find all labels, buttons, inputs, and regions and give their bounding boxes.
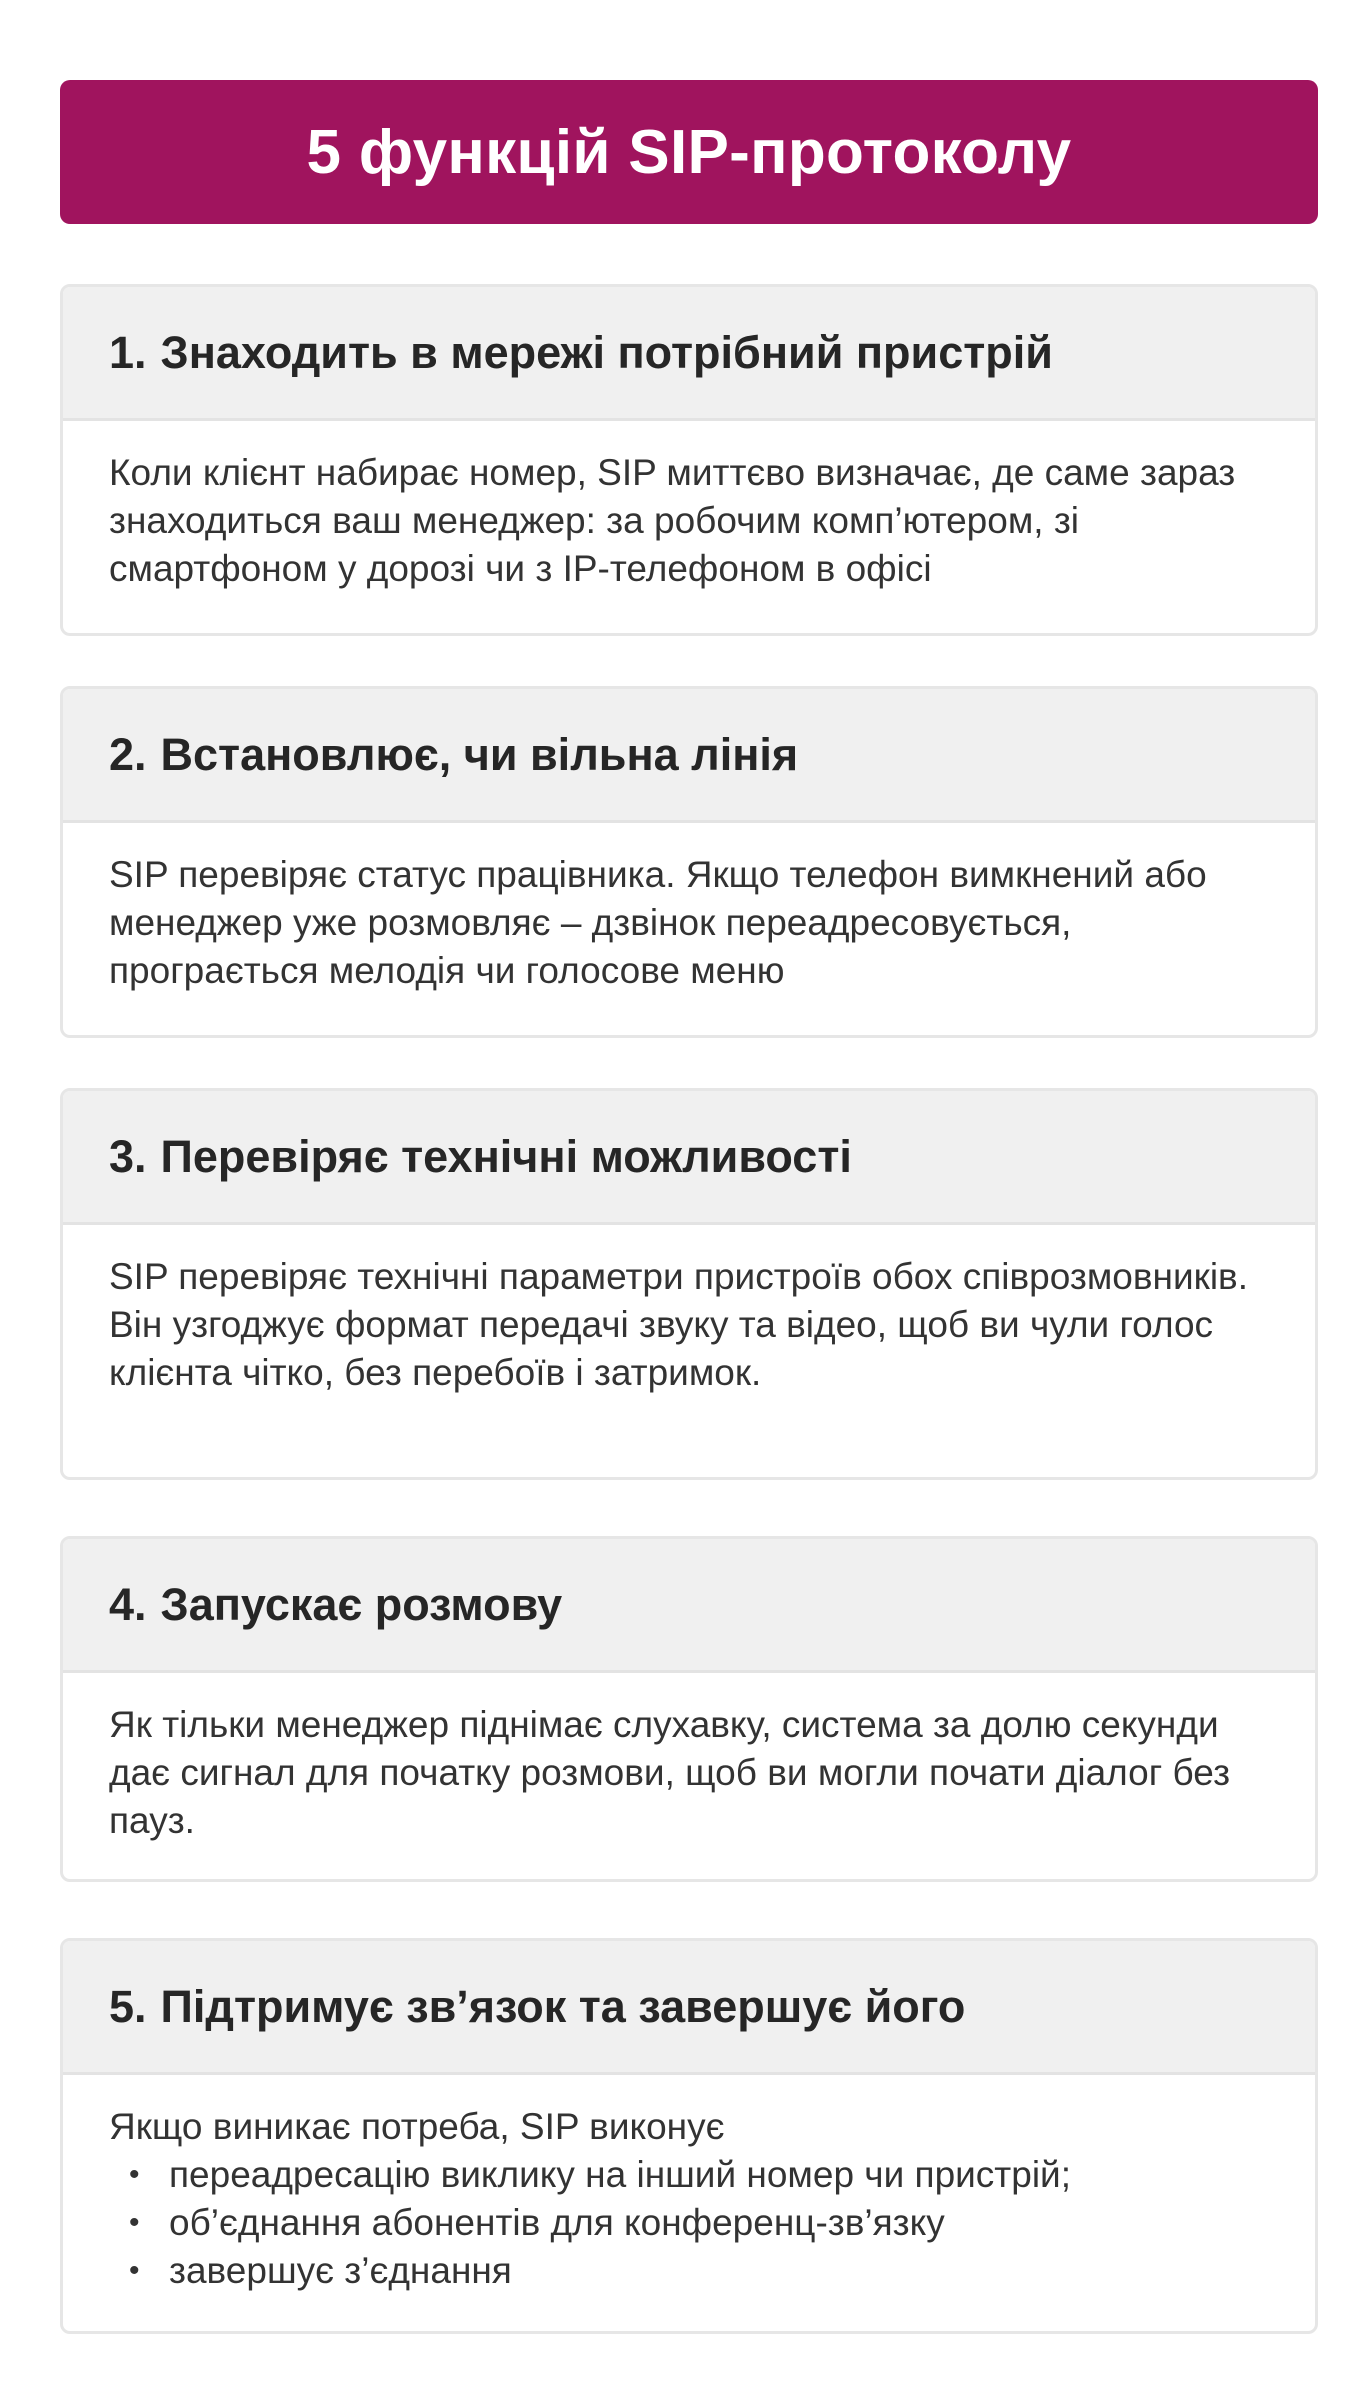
card-title: Перевіряє технічні можливості bbox=[160, 1130, 852, 1182]
card-title: Підтримує зв’язок та завершує його bbox=[160, 1980, 966, 2032]
card-body bbox=[63, 2075, 1315, 2295]
card-text: Коли клієнт набирає номер, SIP миттєво визначає, де саме зараз знаходиться ваш менеджер: за робочим комп’ютером, зі смартфоном у дорозі чи з IP-телефоном в офісі bbox=[109, 452, 1236, 589]
card-header bbox=[63, 1941, 1315, 2075]
card-title: Встановлює, чи вільна лінія bbox=[160, 728, 799, 780]
card-header bbox=[63, 1539, 1315, 1673]
card-header bbox=[63, 287, 1315, 421]
card-title: Запускає розмову bbox=[160, 1578, 563, 1630]
list-item: • переадресацію виклику на інший номер чи пристрій; bbox=[129, 2151, 1269, 2199]
card-text: SIP перевіряє статус працівника. Якщо телефон вимкнений або менеджер уже розмовляє – дзвінок переадресовується, програється мелодія чи голосове меню bbox=[109, 854, 1207, 991]
card-text: SIP перевіряє технічні параметри пристроїв обох співрозмовників. Він узгоджує формат передачі звуку та відео, щоб ви чули голос клієнта чітко, без перебоїв і затримок. bbox=[109, 1256, 1248, 1393]
card-number: 5. bbox=[109, 1980, 147, 2032]
card-number: 3. bbox=[109, 1130, 147, 1182]
list-item: • об’єднання абонентів для конференц-зв’язку bbox=[129, 2199, 1269, 2247]
card-body bbox=[63, 1225, 1315, 1397]
function-card-3 bbox=[60, 1088, 1318, 1480]
card-number: 1. bbox=[109, 326, 147, 378]
card-number: 4. bbox=[109, 1578, 147, 1630]
list-item: • завершує з’єднання bbox=[129, 2247, 1269, 2295]
card-header bbox=[63, 1091, 1315, 1225]
title-banner bbox=[60, 80, 1318, 224]
card-header bbox=[63, 689, 1315, 823]
page-title: 5 функцій SIP-протоколу bbox=[306, 117, 1072, 187]
function-card-4 bbox=[60, 1536, 1318, 1882]
card-title: Знаходить в мережі потрібний пристрій bbox=[160, 326, 1053, 378]
card-text: Якщо виникає потреба, SIP виконує bbox=[109, 2106, 725, 2147]
card-body bbox=[63, 823, 1315, 995]
card-text: Як тільки менеджер піднімає слухавку, система за долю секунди дає сигнал для початку розмови, щоб ви могли почати діалог без пауз. bbox=[109, 1704, 1231, 1841]
function-card-5 bbox=[60, 1938, 1318, 2334]
card-number: 2. bbox=[109, 728, 147, 780]
function-card-1 bbox=[60, 284, 1318, 636]
card-body bbox=[63, 421, 1315, 593]
function-card-2 bbox=[60, 686, 1318, 1038]
bullet-list bbox=[109, 2151, 1269, 2295]
card-body bbox=[63, 1673, 1315, 1845]
